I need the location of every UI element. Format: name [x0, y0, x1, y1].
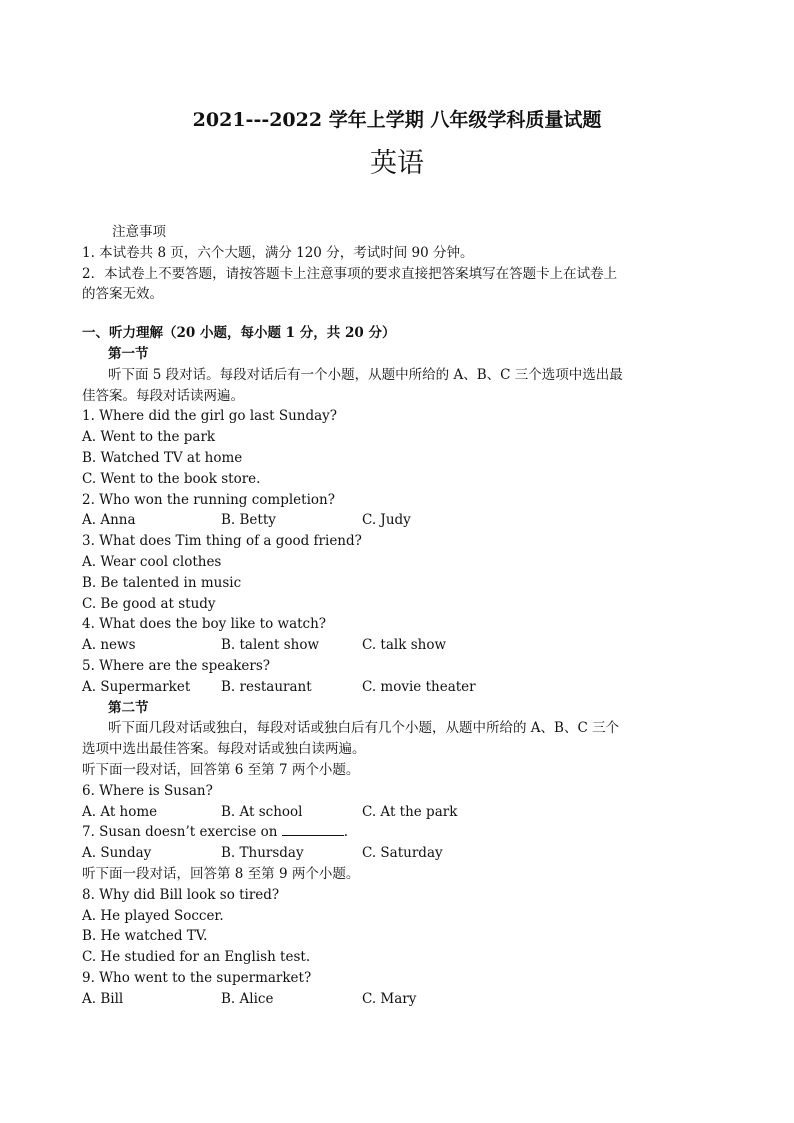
q2-options: [82, 510, 714, 531]
exam-title: 2021---2022 学年上学期 八年级学科质量试题: [192, 109, 602, 131]
subject-title: 英语: [370, 148, 424, 179]
q4-options: [82, 635, 714, 656]
group-1-instruction: 听下面一段对话，回答第 6 至第 7 两个小题。: [82, 761, 360, 778]
q5-option-c: C. movie theater: [362, 678, 476, 695]
q4-option-a: A. news: [82, 637, 136, 654]
q5-options: [82, 677, 714, 698]
q6-options: [82, 802, 714, 823]
answer-blank: [282, 823, 344, 836]
q3-option-b: B. Be talented in music: [82, 574, 242, 591]
q1-option-a: A. Went to the park: [82, 429, 216, 446]
question-9: 9. Who went to the supermarket?: [82, 969, 312, 986]
q8-option-c: C. He studied for an English test.: [82, 949, 311, 966]
q1-option-b: B. Watched TV at home: [82, 449, 243, 466]
part2-instruction-line-1: 听下面几段对话或独白，每段对话或独白后有几个小题，从题中所给的 A、B、C 三个: [108, 720, 620, 737]
q4-option-b: B. talent show: [221, 637, 320, 654]
question-8: 8. Why did Bill look so tired?: [82, 886, 280, 903]
group-2-instruction: 听下面一段对话，回答第 8 至第 9 两个小题。: [82, 865, 360, 882]
q6-option-b: B. At school: [221, 803, 303, 820]
q2-option-a: A. Anna: [82, 512, 136, 529]
q5-option-a: A. Supermarket: [82, 678, 191, 695]
q5-option-b: B. restaurant: [221, 678, 312, 695]
exam-content: [82, 222, 714, 1009]
q8-option-b: B. He watched TV.: [82, 928, 208, 945]
q7-option-b: B. Thursday: [221, 845, 304, 862]
q4-option-c: C. talk show: [362, 637, 446, 654]
section-heading: 一、听力理解（20 小题，每小题 1 分，共 20 分）: [82, 325, 396, 342]
notice-item-2-line-2: 的答案无效。: [82, 286, 163, 303]
question-6: 6. Where is Susan?: [82, 782, 213, 799]
q6-option-c: C. At the park: [362, 803, 458, 820]
question-2: 2. Who won the running completion?: [82, 491, 335, 508]
q7-options: [82, 843, 714, 864]
question-4: 4. What does the boy like to watch?: [82, 616, 327, 633]
question-3: 3. What does Tim thing of a good friend?: [82, 533, 362, 550]
notice-item-1: 1. 本试卷共 8 页，六个大题，满分 120 分，考试时间 90 分钟。: [82, 244, 474, 261]
q2-option-b: B. Betty: [221, 512, 276, 529]
q9-options: [82, 989, 714, 1010]
q3-option-a: A. Wear cool clothes: [82, 553, 222, 570]
part2-instruction-line-2: 选项中选出最佳答案。每段对话或独白读两遍。: [82, 741, 366, 758]
notice-heading: 注意事项: [112, 224, 166, 240]
part1-instruction-line-1: 听下面 5 段对话。每段对话后有一个小题，从题中所给的 A、B、C 三个选项中选出最: [108, 366, 623, 383]
q7-option-a: A. Sunday: [82, 845, 152, 862]
q1-option-c: C. Went to the book store.: [82, 470, 261, 487]
notice-item-2-line-1: 2．本试卷上不要答题，请按答题卡上注意事项的要求直接把答案填写在答题卡上在试卷上: [82, 265, 618, 282]
part1-instruction-line-2: 佳答案。每段对话读两遍。: [82, 387, 244, 404]
question-7: [82, 822, 714, 843]
part1-label: 第一节: [108, 345, 149, 362]
question-1: 1. Where did the girl go last Sunday?: [82, 408, 338, 425]
q6-option-a: A. At home: [82, 803, 158, 820]
part2-label: 第二节: [108, 699, 149, 716]
q3-option-c: C. Be good at study: [82, 595, 216, 612]
q8-option-a: A. He played Soccer.: [82, 907, 224, 924]
q9-option-a: A. Bill: [82, 990, 124, 1007]
q9-option-b: B. Alice: [221, 990, 274, 1007]
q7-option-c: C. Saturday: [362, 845, 443, 862]
question-5: 5. Where are the speakers?: [82, 657, 271, 674]
q7-end: .: [343, 824, 349, 841]
q7-text: 7. Susan doesn’t exercise on: [82, 824, 278, 841]
q2-option-c: C. Judy: [362, 512, 411, 529]
q9-option-c: C. Mary: [362, 990, 417, 1007]
